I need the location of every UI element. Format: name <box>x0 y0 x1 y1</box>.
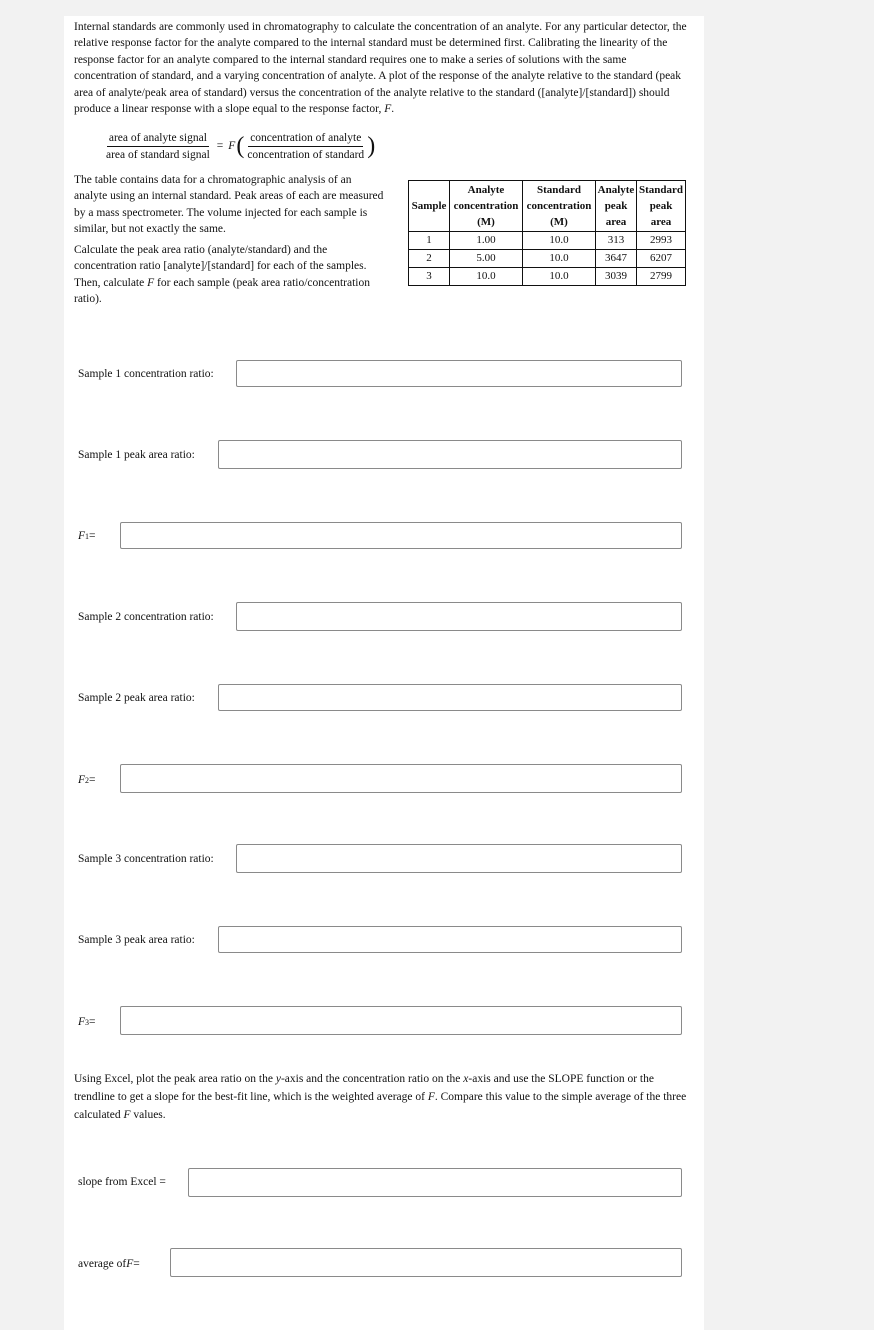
f3-field[interactable] <box>120 1006 682 1035</box>
excel-instructions: Using Excel, plot the peak area ratio on the y-axis and the concentration ratio on the x-axis and use the SLOPE function or the trendline to get a slope for the best-fit line, which is the weighted average of F. Compare this value to the simple average of the three calculated F values. <box>74 1073 687 1121</box>
slope-input[interactable] <box>189 1169 681 1196</box>
table-description: The table contains data for a chromatographic analysis of an analyte using an internal standard. Peak areas of each are measured by a mass spectrometer. The volume injected for each sample is similar, but not exactly the same. <box>74 174 384 236</box>
header-analyte-concentration: Analyte concentration (M) <box>450 181 523 232</box>
table-row: 3 10.0 10.0 3039 2799 <box>409 268 686 286</box>
f2-input[interactable] <box>121 765 681 792</box>
sample-3-concentration-label: Sample 3 concentration ratio: <box>78 853 214 865</box>
sample-2-concentration-field[interactable] <box>236 602 682 631</box>
header-standard-peak-area: Standard peak area <box>637 181 686 232</box>
sample-2-concentration-label: Sample 2 concentration ratio: <box>78 611 214 623</box>
slope-label: slope from Excel = <box>78 1176 166 1188</box>
table-header-row <box>409 181 686 232</box>
left-paren: ( <box>236 133 245 159</box>
response-factor-equation <box>104 128 376 164</box>
intro-paragraph: Internal standards are commonly used in chromatography to calculate the concentration of an analyte. For any particular detector, the relative response factor for the analyte compared to the internal standard must be determined first. Calibrating the linearity of the response factor for an analyte compared to the internal standard requires one to make a series of solutions with the same concentration of standard, and a varying concentration of analyte. A plot of the response of the analyte relative to the standard (peak area of analyte/peak area of standard) versus the concentration of the analyte relative to the standard ([analyte]/[standard]) should produce a linear response with a slope equal to the response factor, F. <box>74 21 687 116</box>
table-row: 1 1.00 10.0 313 2993 <box>409 232 686 250</box>
sample-2-concentration-input[interactable] <box>237 603 681 630</box>
f1-input[interactable] <box>121 523 681 548</box>
f1-label: F 1 = <box>78 530 96 542</box>
sample-1-peak-input[interactable] <box>219 441 681 468</box>
sample-1-concentration-label: Sample 1 concentration ratio: <box>78 368 214 380</box>
average-field[interactable] <box>170 1248 682 1277</box>
area-ratio-fraction: $\frac{\text{area of analyte signal}}{\text{area of standard signal}}$ <box>106 131 210 161</box>
sample-1-peak-field[interactable] <box>218 440 682 469</box>
f3-input[interactable] <box>121 1007 681 1034</box>
sample-3-peak-label: Sample 3 peak area ratio: <box>78 934 195 946</box>
sample-1-concentration-input[interactable] <box>237 361 681 386</box>
concentration-ratio-fraction: $\frac{\text{concentration of analyte}}{\text{concentration of standard}}$ <box>247 131 365 161</box>
right-paren: ) <box>367 133 376 159</box>
factor-symbol: F <box>228 140 236 152</box>
average-input[interactable] <box>171 1249 681 1276</box>
header-standard-concentration: Standard concentration (M) <box>523 181 596 232</box>
f2-label: F 2 = <box>78 774 96 786</box>
data-table <box>408 180 686 286</box>
calculation-instructions: Calculate the peak area ratio (analyte/standard) and the concentration ratio [analyte]/[standard] for each of the samples. Then, calculate F for each sample (peak area ratio/concentration ratio). <box>74 244 370 306</box>
sample-2-peak-field[interactable] <box>218 684 682 711</box>
table-row: 2 5.00 10.0 3647 6207 <box>409 250 686 268</box>
slope-field[interactable] <box>188 1168 682 1197</box>
f1-field[interactable] <box>120 522 682 549</box>
sample-2-peak-label: Sample 2 peak area ratio: <box>78 692 195 704</box>
sample-2-peak-input[interactable] <box>219 685 681 710</box>
sample-1-concentration-field[interactable] <box>236 360 682 387</box>
f3-label: F 3 = <box>78 1016 96 1028</box>
sample-3-concentration-field[interactable] <box>236 844 682 873</box>
sample-3-peak-input[interactable] <box>219 927 681 952</box>
sample-3-peak-field[interactable] <box>218 926 682 953</box>
average-label: average of F = <box>78 1258 140 1270</box>
header-sample: Sample <box>409 181 450 232</box>
f2-field[interactable] <box>120 764 682 793</box>
equals-sign: = <box>216 140 224 152</box>
sample-1-peak-label: Sample 1 peak area ratio: <box>78 449 195 461</box>
sample-3-concentration-input[interactable] <box>237 845 681 872</box>
header-analyte-peak-area: Analyte peak area <box>596 181 637 232</box>
